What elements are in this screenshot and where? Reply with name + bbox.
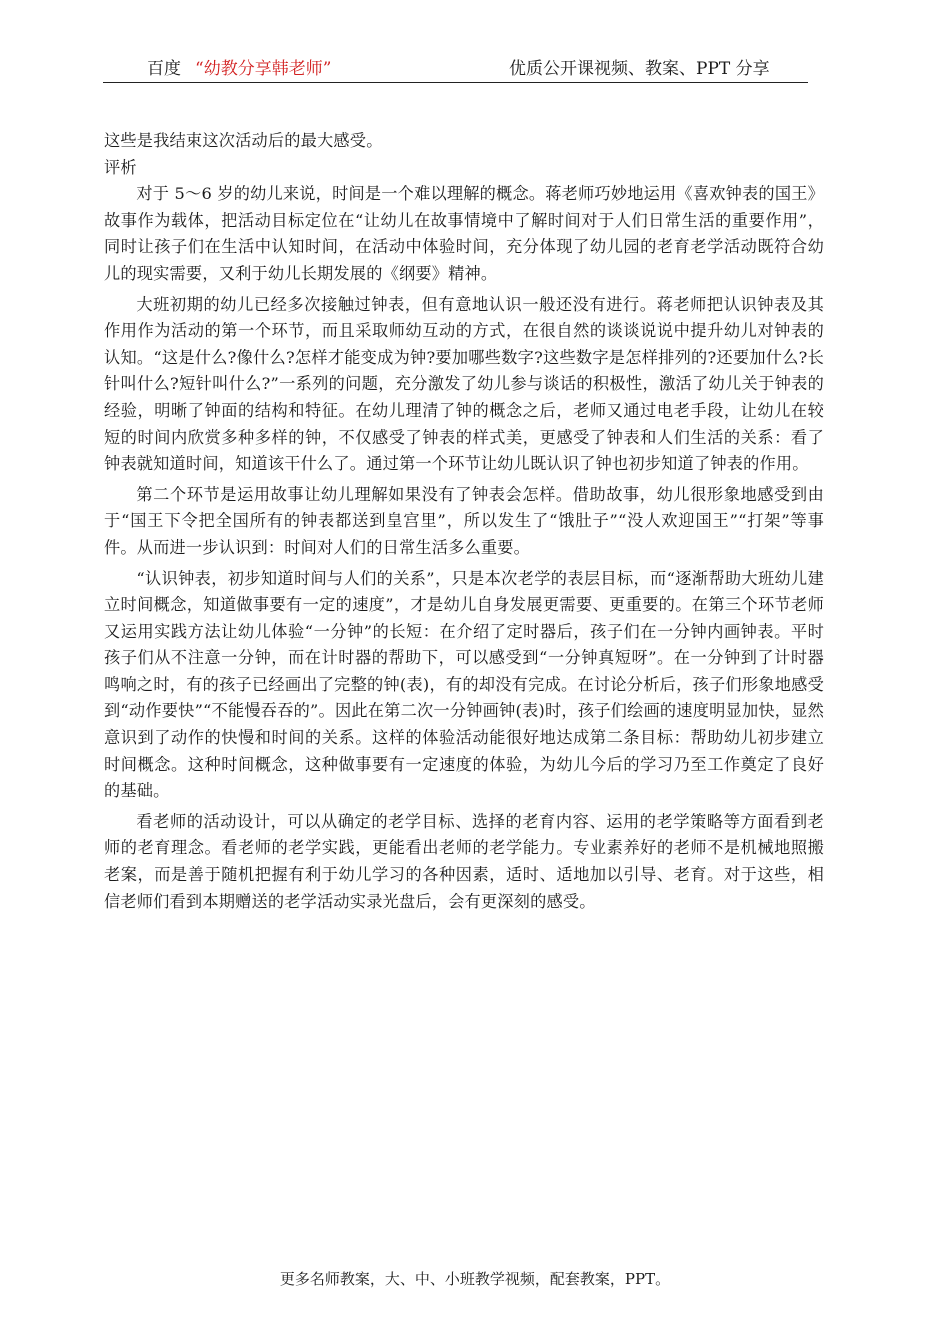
header-brand-title: “幼教分享韩老师” (195, 59, 332, 79)
paragraph: “认识钟表，初步知道时间与人们的关系”，只是本次老学的表层目标，而“逐渐帮助大班幼儿建立时间概念，知道做事要有一定的速度”，才是幼儿自身发展更需要、更重要的。在第三个环节老师又运用实践方法让幼儿体验“一分钟”的长短：在介绍了定时器后，孩子们在一分钟内画钟表。平时孩子们从不注意一分钟，而在计时器的帮助下，可以感受到“一分钟真短呀”。在一分钟到了计时器鸣响之时，有的孩子已经画出了完整的钟(表)，有的却没有完成。在讨论分析后，孩子们形象地感受到“动作要快”“不能慢吞吞的”。因此在第二次一分钟画钟(表)时，孩子们绘画的速度明显加快，显然意识到了动作的快慢和时间的关系。这样的体验活动能很好地达成第二条目标：帮助幼儿初步建立时间概念。这种时间概念，这种做事要有一定速度的体验，为幼儿今后的学习乃至工作奠定了良好的基础。 (104, 568, 824, 801)
paragraph: 看老师的活动设计，可以从确定的老学目标、选择的老育内容、运用的老学策略等方面看到老师的老育理念。看老师的老学实践，更能看出老师的老学能力。专业素养好的老师不是机械地照搬老案，而是善于随机把握有利于幼儿学习的各种因素，适时、适地加以引导、老育。对于这些，相信老师们看到本期赠送的老学活动实录光盘后，会有更深刻的感受。 (104, 811, 824, 911)
header-brand (147, 56, 331, 82)
page-footer: 更多名师教案，大、中、小班教学视频，配套教案，PPT。 (279, 1270, 671, 1288)
header-tagline: 优质公开课视频、教案、PPT 分享 (509, 59, 770, 79)
paragraph: 大班初期的幼儿已经多次接触过钟表，但有意地认识一般还没有进行。蒋老师把认识钟表及其作用作为活动的第一个环节，而且采取师幼互动的方式，在很自然的谈谈说说中提升幼儿对钟表的认知。“这是什么?像什么?怎样才能变成为钟?要加哪些数字?这些数字是怎样排列的?还要加什么?长针叫什么?短针叫什么?”一系列的问题，充分激发了幼儿参与谈话的积极性，激活了幼儿关于钟表的经验，明晰了钟面的结构和特征。在幼儿理清了钟的概念之后，老师又通过电老手段，让幼儿在较短的时间内欣赏多种多样的钟，不仅感受了钟表的样式美，更感受了钟表和人们生活的关系：看了钟表就知道时间，知道该干什么了。通过第一个环节让幼儿既认识了钟也初步知道了钟表的作用。 (104, 294, 824, 474)
document-body (104, 128, 824, 919)
header-brand-prefix: 百度 (147, 59, 181, 79)
paragraph: 第二个环节是运用故事让幼儿理解如果没有了钟表会怎样。借助故事，幼儿很形象地感受到由于“国王下令把全国所有的钟表都送到皇宫里”，所以发生了“饿肚子”“没人欢迎国王”“打架”等事件。从而进一步认识到：时间对人们的日常生活多么重要。 (104, 484, 824, 557)
paragraph: 对于 5～6 岁的幼儿来说，时间是一个难以理解的概念。蒋老师巧妙地运用《喜欢钟表的国王》故事作为载体，把活动目标定位在“让幼儿在故事情境中了解时间对于人们日常生活的重要作用”，同时让孩子们在生活中认知时间，在活动中体验时间，充分体现了幼儿园的老育老学活动既符合幼儿的现实需要，又利于幼儿长期发展的《纲要》精神。 (104, 184, 824, 283)
closing-sentence: 这些是我结束这次活动后的最大感受。 (104, 131, 383, 150)
page-header (103, 56, 808, 83)
section-heading: 评析 (104, 157, 137, 177)
